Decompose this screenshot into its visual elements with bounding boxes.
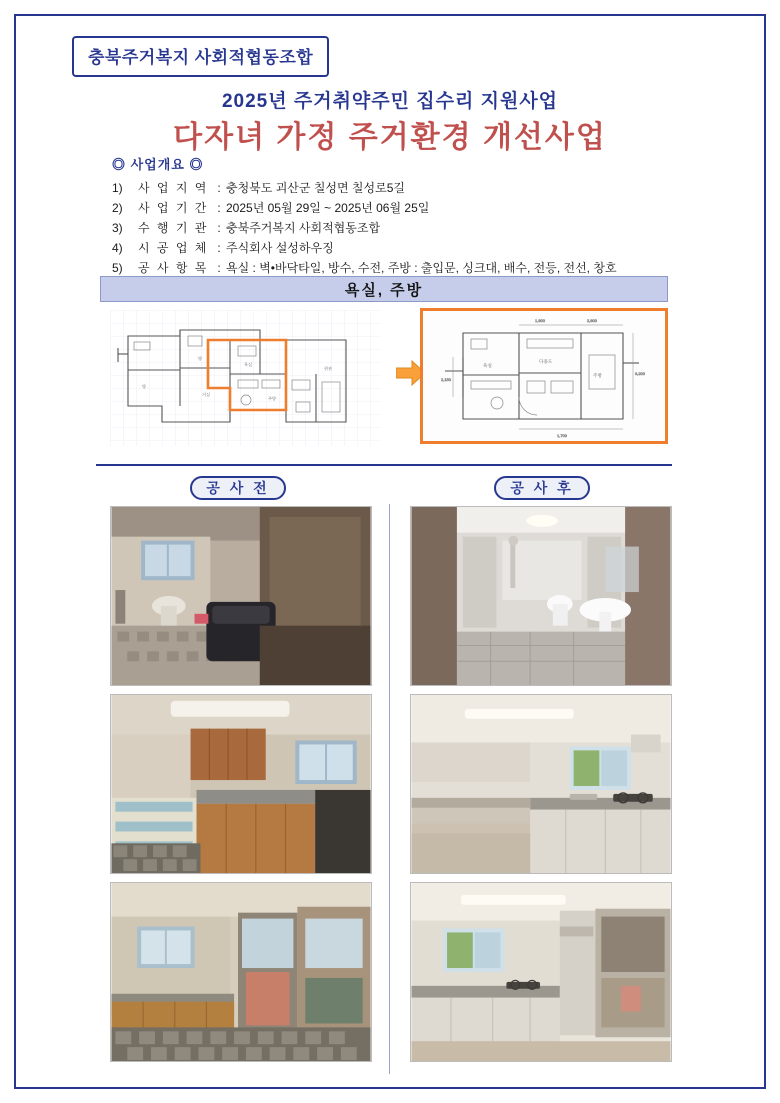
overview-row bbox=[112, 219, 712, 236]
svg-text:방: 방 bbox=[142, 384, 147, 389]
floorplan-area bbox=[100, 308, 668, 450]
overview-row-value: 주식회사 설성하우징 bbox=[226, 241, 334, 255]
page-title: 다자녀 가정 주거환경 개선사업 bbox=[173, 121, 607, 154]
overview-row-colon: : bbox=[217, 181, 221, 195]
overview-row-label: 수 행 기 관 bbox=[138, 221, 209, 235]
svg-text:현관: 현관 bbox=[324, 366, 333, 371]
svg-text:욕실: 욕실 bbox=[483, 363, 492, 368]
svg-text:거실: 거실 bbox=[202, 392, 211, 397]
overview-row-label: 사 업 지 역 bbox=[138, 181, 209, 195]
floorplan-full bbox=[110, 310, 382, 446]
floorplan-zoom-drawing bbox=[423, 311, 665, 441]
svg-text:주방: 주방 bbox=[268, 396, 277, 401]
after-label: 공 사 후 bbox=[494, 476, 590, 500]
svg-text:2,900: 2,900 bbox=[587, 318, 598, 323]
svg-text:3,200: 3,200 bbox=[635, 371, 646, 376]
floorplan-zoom bbox=[420, 308, 668, 444]
overview-row-number: 3) bbox=[112, 221, 123, 235]
after-photo-1 bbox=[410, 506, 672, 686]
overview-row-value: 충북주거복지 사회적협동조합 bbox=[226, 221, 381, 235]
overview-row bbox=[112, 199, 712, 216]
overview-row-value: 충청북도 괴산군 칠성면 칠성로5길 bbox=[226, 181, 405, 195]
overview-row-number: 1) bbox=[112, 181, 123, 195]
subtitle: 2025년 주거취약주민 집수리 지원사업 bbox=[221, 91, 559, 112]
before-kitchen-door-image bbox=[111, 883, 371, 1061]
after-kitchen-image bbox=[411, 695, 671, 873]
before-label: 공 사 전 bbox=[190, 476, 286, 500]
svg-text:1,900: 1,900 bbox=[535, 318, 546, 323]
svg-text:2,150: 2,150 bbox=[441, 377, 452, 382]
floorplan-full-drawing bbox=[110, 310, 382, 446]
comparison-center-rule bbox=[389, 504, 390, 1074]
svg-text:주방: 주방 bbox=[593, 373, 602, 378]
svg-text:방: 방 bbox=[198, 356, 203, 361]
before-photo-3 bbox=[110, 882, 372, 1062]
overview-row-value: 욕실 : 벽•바닥타일, 방수, 수전, 주방 : 출입문, 싱크대, 배수, 전등, 전선, 창호 bbox=[226, 261, 617, 275]
overview-row-colon: : bbox=[217, 221, 221, 235]
overview-row bbox=[112, 179, 712, 196]
overview-row-number: 5) bbox=[112, 261, 123, 275]
after-photo-3 bbox=[410, 882, 672, 1062]
section-divider bbox=[96, 464, 672, 466]
before-photo-1 bbox=[110, 506, 372, 686]
organization-badge: 충북주거복지 사회적협동조합 bbox=[72, 36, 329, 77]
svg-text:1,700: 1,700 bbox=[557, 433, 568, 438]
svg-text:욕실: 욕실 bbox=[244, 362, 253, 367]
before-kitchen-image bbox=[111, 695, 371, 873]
after-photo-2 bbox=[410, 694, 672, 874]
overview-row bbox=[112, 259, 712, 276]
after-bathroom-image bbox=[411, 507, 671, 685]
overview-row-label: 사 업 기 간 bbox=[138, 201, 209, 215]
project-overview bbox=[112, 154, 712, 279]
before-photo-2 bbox=[110, 694, 372, 874]
overview-row-value: 2025년 05월 29일 ~ 2025년 06월 25일 bbox=[226, 201, 430, 215]
overview-row-number: 4) bbox=[112, 241, 123, 255]
before-bathroom-image bbox=[111, 507, 371, 685]
overview-row-number: 2) bbox=[112, 201, 123, 215]
overview-row-label: 시 공 업 체 bbox=[138, 241, 209, 255]
overview-row-colon: : bbox=[217, 241, 221, 255]
overview-row-colon: : bbox=[217, 201, 221, 215]
section-title-bar: 욕실, 주방 bbox=[100, 276, 668, 302]
svg-text:다용도: 다용도 bbox=[539, 359, 553, 364]
overview-row-colon: : bbox=[217, 261, 221, 275]
overview-heading: ◎ 사업개요 ◎ bbox=[112, 157, 204, 172]
overview-row-label: 공 사 항 목 bbox=[138, 261, 209, 275]
overview-row bbox=[112, 239, 712, 256]
after-kitchen-door-image bbox=[411, 883, 671, 1061]
